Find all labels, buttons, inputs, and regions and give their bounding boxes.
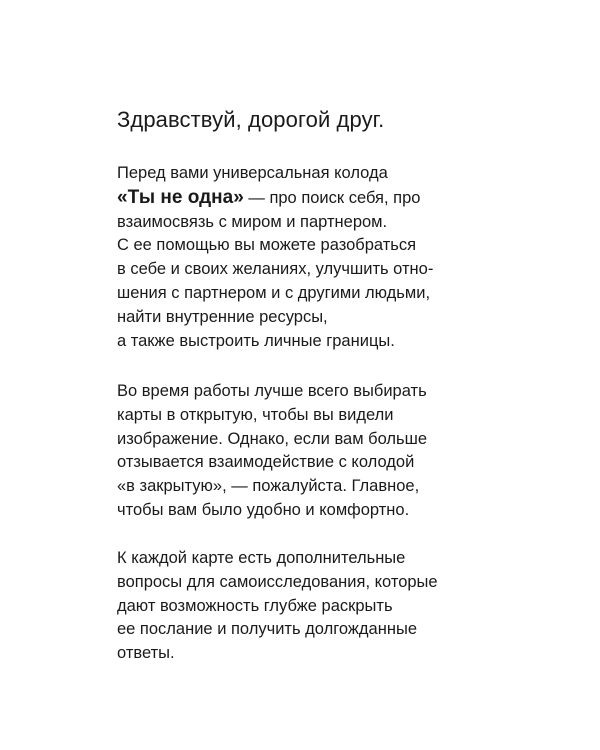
intro-line-7: найти внутренние ресурсы,: [117, 307, 328, 326]
intro-line-1: Перед вами универсальная колода: [117, 164, 388, 182]
intro-paragraph: [117, 162, 433, 353]
questions-line-2: вопросы для самоисследования, которые: [117, 572, 438, 591]
deck-name: «Ты не одна»: [117, 186, 244, 208]
questions-line-3: дают возможность глубже раскрыть: [117, 596, 393, 615]
intro-line-8: а также выстроить личные границы.: [117, 331, 395, 350]
questions-line-1: К каждой карте есть дополнительные: [117, 549, 406, 567]
questions-paragraph: [117, 547, 438, 666]
usage-line-1: Во время работы лучше всего выбирать: [117, 382, 427, 400]
usage-line-3: изображение. Однако, если вам больше: [117, 429, 428, 448]
questions-line-4: ее послание и получить долгожданные: [117, 620, 417, 639]
greeting-heading: Здравствуй, дорогой друг.: [117, 107, 385, 132]
usage-line-4: отзывается взаимодействие с колодой: [117, 453, 415, 472]
usage-paragraph: [117, 380, 427, 523]
intro-line-5: в себе и своих желаниях, улучшить отно-: [117, 260, 434, 279]
intro-line-2-rest: — про поиск себя, про: [243, 188, 421, 207]
intro-line-2: [117, 186, 433, 211]
usage-line-5: «в закрытую», — пожалуйста. Главное,: [117, 477, 420, 496]
intro-line-3: взаимосвязь с миром и партнером.: [117, 212, 388, 231]
usage-line-6: чтобы вам было удобно и комфортно.: [117, 500, 410, 519]
questions-line-5: ответы.: [117, 644, 175, 663]
usage-line-2: карты в открытую, чтобы вы видели: [117, 405, 394, 424]
intro-line-6: шения с партнером и с другими людьми,: [117, 283, 431, 302]
intro-line-4: С ее помощью вы можете разобраться: [117, 236, 417, 255]
